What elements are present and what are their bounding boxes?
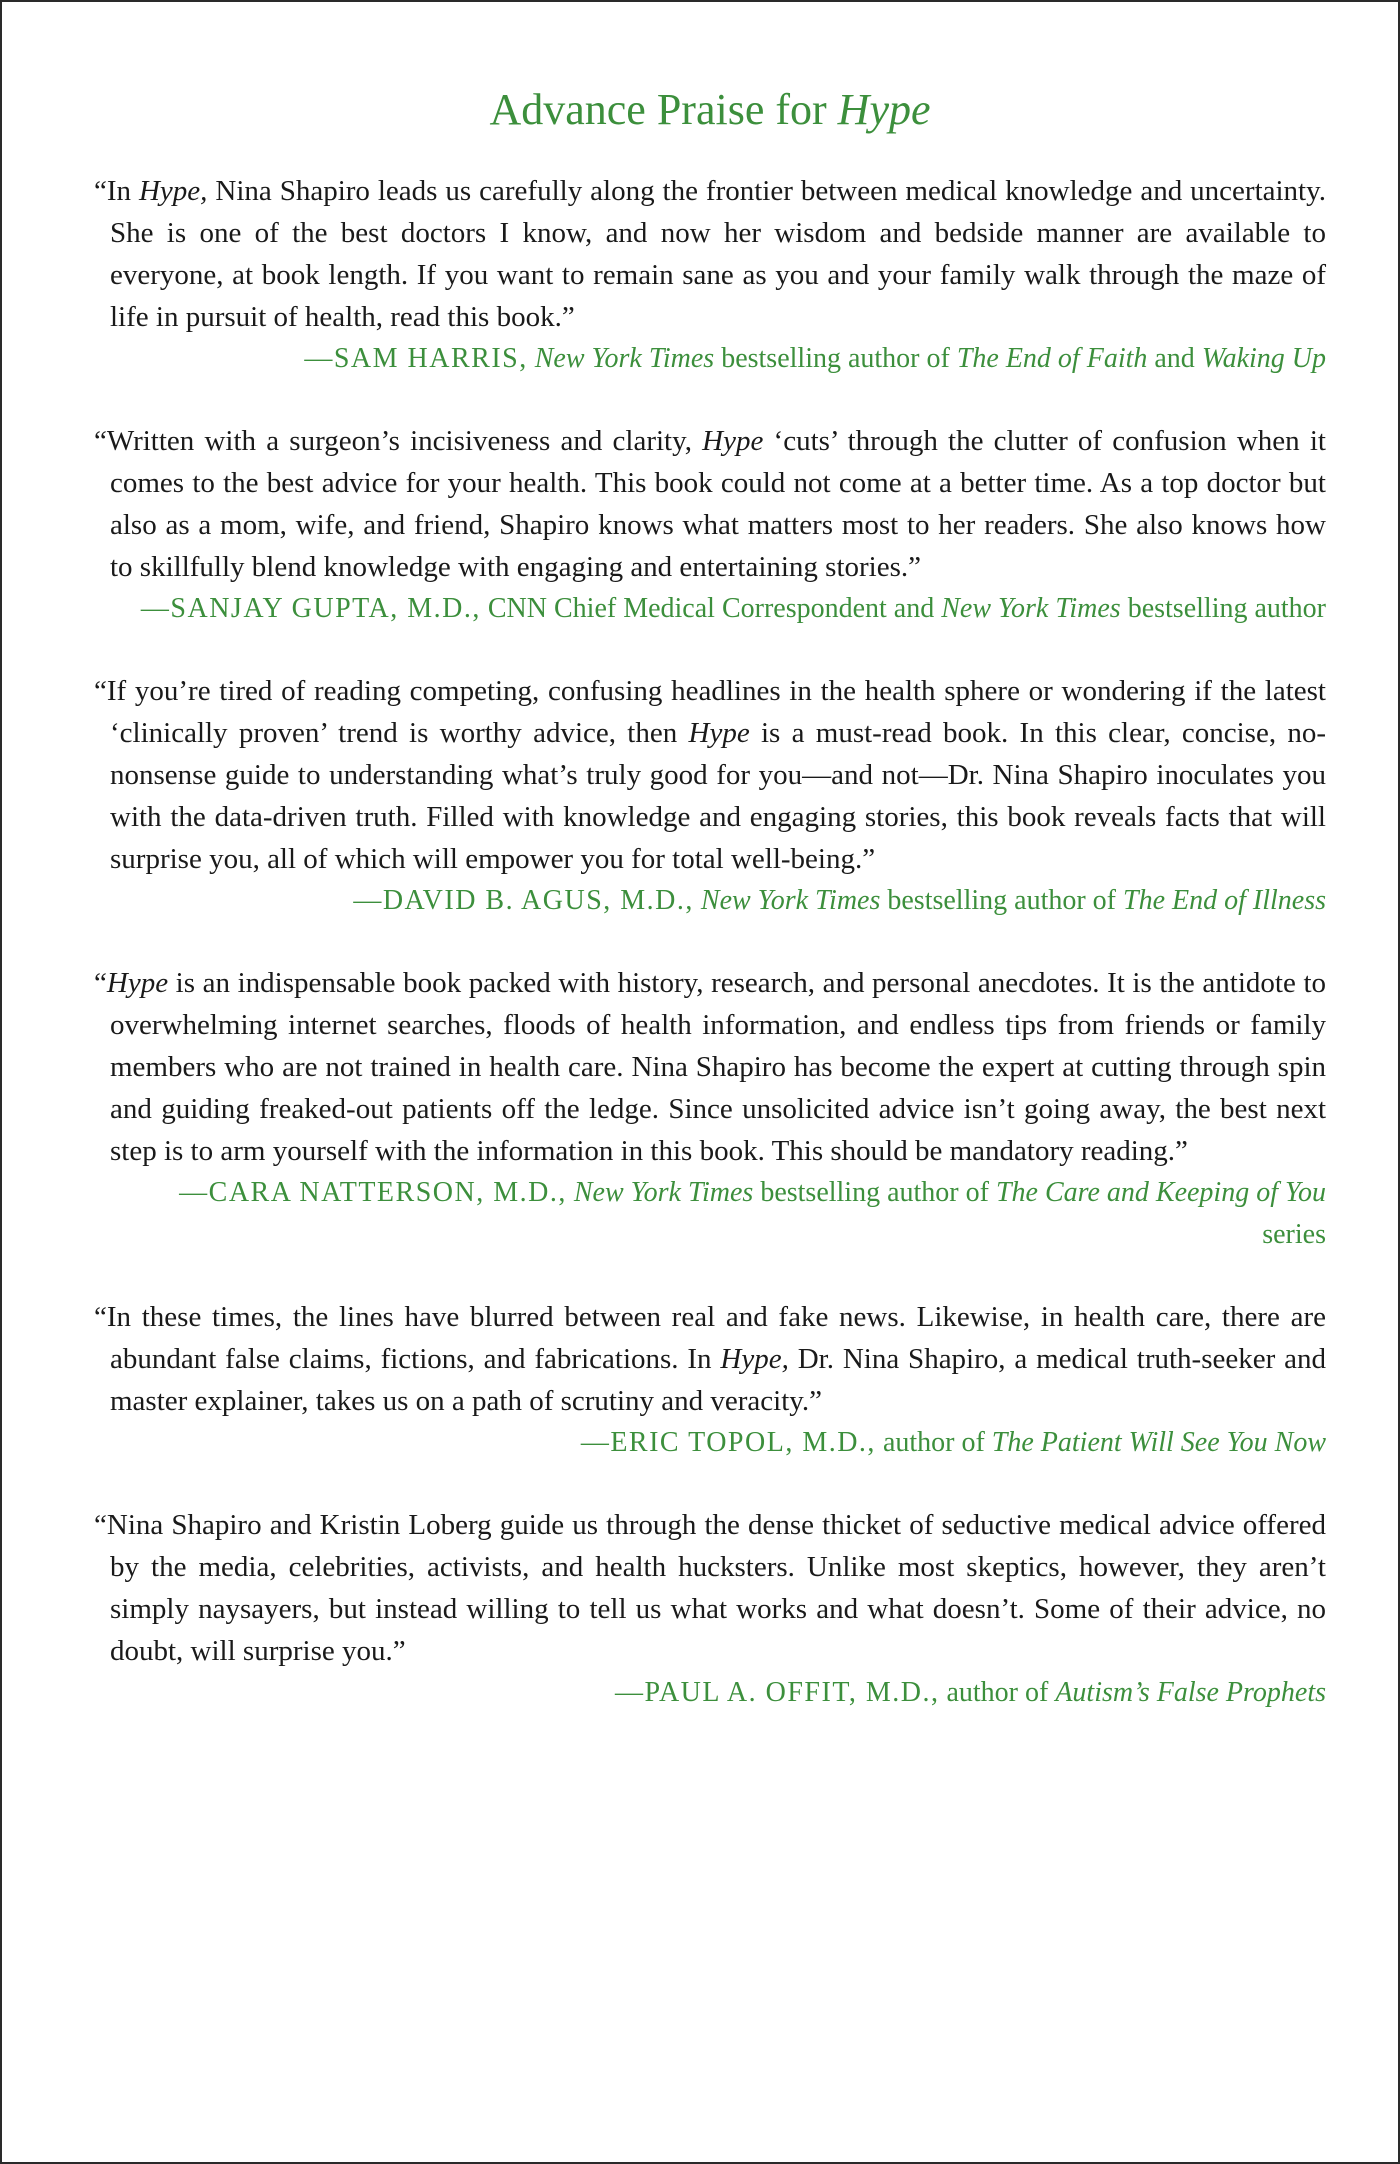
attribution: —CARA NATTERSON, M.D., New York Times bestselling author of The Care and Keeping of You series bbox=[179, 1177, 1326, 1250]
attribution: —DAVID B. AGUS, M.D., New York Times bestselling author of The End of Illness bbox=[353, 885, 1326, 916]
attribution: —SANJAY GUPTA, M.D., CNN Chief Medical Correspondent and New York Times bestselling author bbox=[140, 593, 1326, 624]
blurb-david-agus bbox=[94, 670, 1326, 922]
title-prefix: Advance Praise for bbox=[489, 85, 838, 134]
praise-list bbox=[94, 170, 1326, 1714]
quote-text: “In these times, the lines have blurred between real and fake news. Likewise, in health care, there are abundant false claims, fictions, and fabrications. In Hype, Dr. Nina Shapiro, a medical truth-seeker and master explainer, takes us on a path of scrutiny and veracity.” bbox=[94, 1301, 1326, 1417]
blurb-sam-harris bbox=[94, 170, 1326, 380]
quote-text: “Written with a surgeon’s incisiveness and clarity, Hype ‘cuts’ through the clutter of confusion when it comes to the best advice for your health. This book could not come at a better time. As a top doctor but also as a mom, wife, and friend, Shapiro knows what matters most to her readers. She also knows how to skillfully blend knowledge with engaging and entertaining stories.” bbox=[94, 425, 1326, 583]
quote-text: “In Hype, Nina Shapiro leads us carefully along the frontier between medical knowledge and uncertainty. She is one of the best doctors I know, and now her wisdom and bedside manner are available to everyone, at book length. If you want to remain sane as you and your family walk through the maze of life in pursuit of health, read this book.” bbox=[94, 175, 1326, 333]
attribution: —PAUL A. OFFIT, M.D., author of Autism’s False Prophets bbox=[614, 1677, 1326, 1708]
blurb-paul-offit bbox=[94, 1504, 1326, 1714]
quote-text: “Nina Shapiro and Kristin Loberg guide us through the dense thicket of seductive medical advice offered by the media, celebrities, activists, and health hucksters. Unlike most skeptics, however, they aren’t simply naysayers, but instead willing to tell us what works and what doesn’t. Some of their advice, no doubt, will surprise you.” bbox=[94, 1509, 1326, 1667]
attribution: —SAM HARRIS, New York Times bestselling author of The End of Faith and Waking Up bbox=[304, 343, 1326, 374]
title-book-name: Hype bbox=[837, 85, 931, 134]
blurb-cara-natterson bbox=[94, 962, 1326, 1256]
blurb-eric-topol bbox=[94, 1296, 1326, 1464]
quote-text: “Hype is an indispensable book packed with history, research, and personal anecdotes. It is the antidote to overwhelming internet searches, floods of health information, and endless tips from friends or family members who are not trained in health care. Nina Shapiro has become the expert at cutting through spin and guiding freaked-out patients off the ledge. Since unsolicited advice isn’t going away, the best next step is to arm yourself with the information in this book. This should be mandatory reading.” bbox=[94, 967, 1326, 1167]
page-title bbox=[94, 80, 1326, 150]
blurb-sanjay-gupta bbox=[94, 420, 1326, 630]
quote-text: “If you’re tired of reading competing, confusing headlines in the health sphere or wondering if the latest ‘clinically proven’ trend is worthy advice, then Hype is a must-read book. In this clear, concise, no-nonsense guide to understanding what’s truly good for you—and not—Dr. Nina Shapiro inoculates you with the data-driven truth. Filled with knowledge and engaging stories, this book reveals facts that will surprise you, all of which will empower you for total well-being.” bbox=[94, 675, 1327, 875]
attribution: —ERIC TOPOL, M.D., author of The Patient Will See You Now bbox=[580, 1427, 1326, 1458]
